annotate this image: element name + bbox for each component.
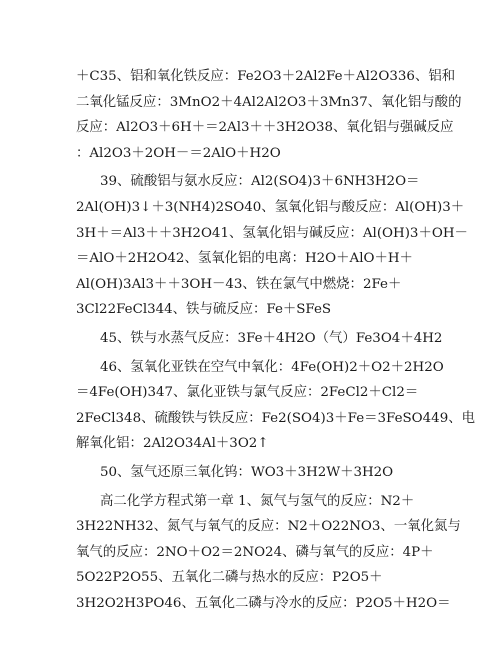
text-line: 反应：Al2O3＋6H＋＝2Al3＋＋3H2O38、氧化铝与强碱反应 xyxy=(76,120,454,136)
text-line: 解氧化铝：2Al2O34Al＋3O2↑ xyxy=(76,436,269,452)
text-line: ＝AlO＋2H2O42、氢氧化铝的电离：H2O＋AlO＋H＋ xyxy=(76,251,413,267)
text-line: 46、氢氧化亚铁在空气中氧化：4Fe(OH)2＋O2＋2H2O xyxy=(100,359,444,375)
text-line: 氧气的反应：2NO＋O2＝2NO24、磷与氧气的反应：4P＋ xyxy=(76,544,434,560)
text-line: 2Al(OH)3↓＋3(NH4)2SO40、氢氧化铝与酸反应：Al(OH)3＋ xyxy=(76,199,465,215)
text-line: 39、硫酸铝与氨水反应：Al2(SO4)3＋6NH3H2O＝ xyxy=(100,174,420,190)
text-line: 3Cl22FeCl344、铁与硫反应：Fe＋SFeS xyxy=(76,302,332,318)
text-line: 二氧化锰反应：3MnO2＋4Al2Al2O3＋3Mn37、氧化铝与酸的 xyxy=(76,94,462,110)
text-line: ＝4Fe(OH)347、氯化亚铁与氯气反应：2FeCl2＋Cl2＝ xyxy=(76,385,419,401)
text-line: Al(OH)3Al3＋＋3OH－43、铁在氯气中燃烧：2Fe＋ xyxy=(76,276,402,292)
text-line: 50、氢气还原三氧化钨：WO3＋3H2W＋3H2O xyxy=(100,464,394,480)
text-line: 45、铁与水蒸气反应：3Fe＋4H2O（气）Fe3O4＋4H2 xyxy=(100,330,443,346)
text-line: 2FeCl348、硫酸铁与铁反应：Fe2(SO4)3＋Fe＝3FeSO449、电 xyxy=(76,410,476,426)
text-line: 3H22NH32、氮气与氧气的反应：N2＋O22NO3、一氧化氮与 xyxy=(76,519,461,535)
text-line: 3H2O2H3PO46、五氧化二磷与冷水的反应：P2O5＋H2O＝ xyxy=(76,595,451,611)
text-line: 3H＋＝Al3＋＋3H2O41、氢氧化铝与碱反应：Al(OH)3＋OH－ xyxy=(76,225,468,241)
text-line: ：Al2O3＋2OH－＝2AlO＋H2O xyxy=(76,145,281,161)
text-line: 5O22P2O55、五氧化二磷与热水的反应：P2O5＋ xyxy=(76,570,383,586)
document-body xyxy=(76,64,476,616)
text-line: ＋C35、铝和氧化铁反应：Fe2O3＋2Al2Fe＋Al2O336、铝和 xyxy=(76,69,456,84)
text-line: 高二化学方程式第一章 1、氮气与氢气的反应：N2＋ xyxy=(100,493,415,509)
